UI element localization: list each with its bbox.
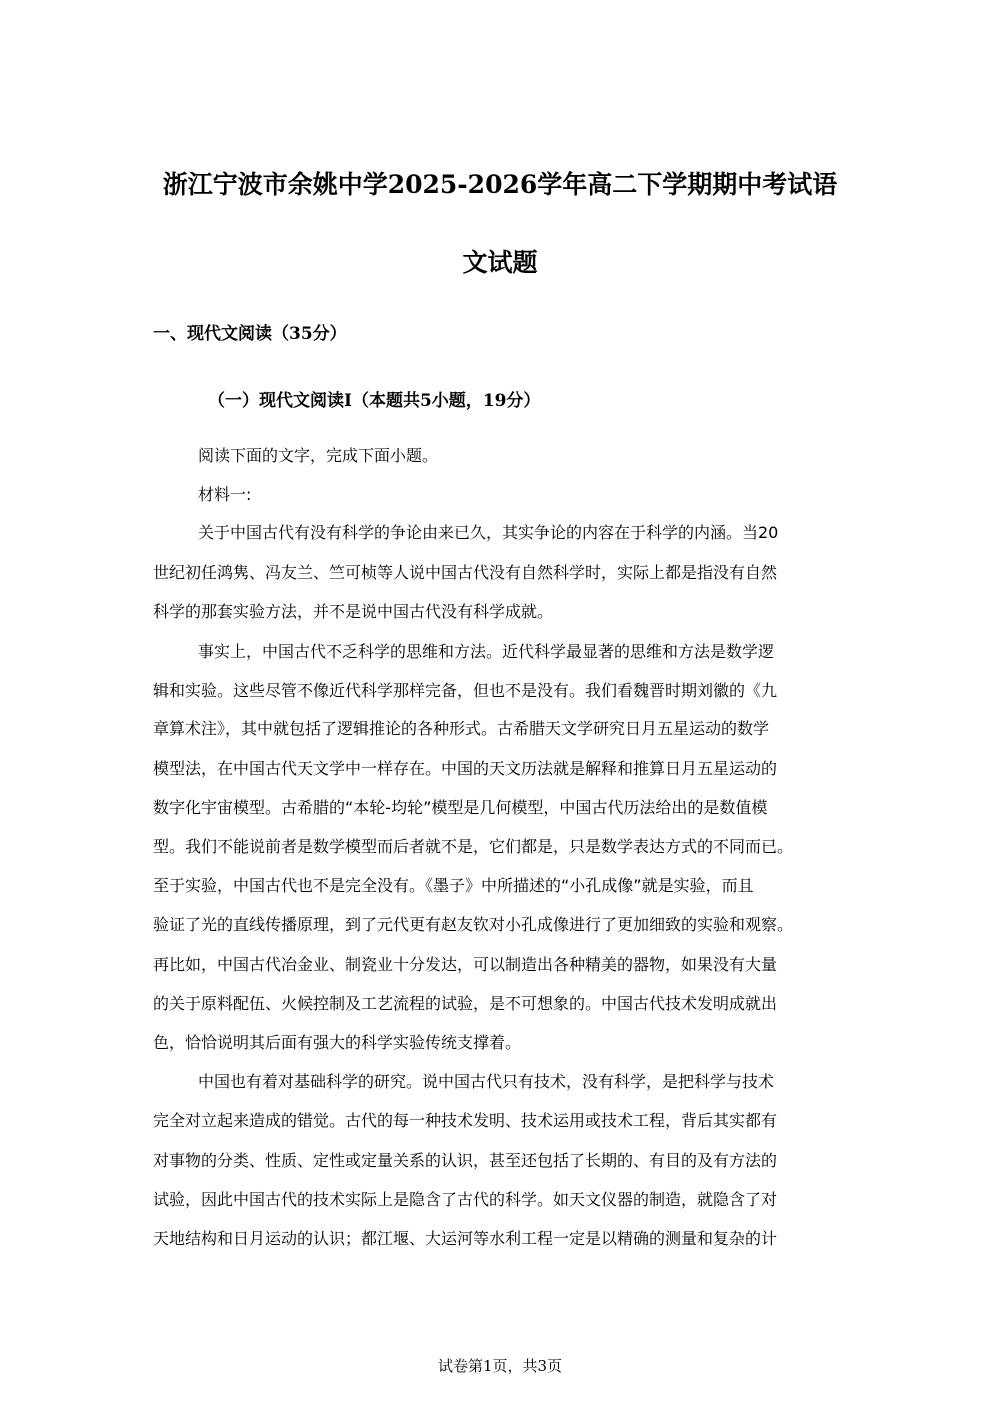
text-line: 再比如，中国古代冶金业、制瓷业十分发达，可以制造出各种精美的器物，如果没有大量: [153, 955, 778, 974]
text-line: 辑和实验。这些尽管不像近代科学那样完备，但也不是没有。我们看魏晋时期刘徽的《九: [153, 681, 778, 700]
section-heading: 一、现代文阅读（35分）: [153, 324, 347, 344]
page-footer: 试卷第1页，共3页: [437, 1357, 563, 1375]
text-line: 色，恰恰说明其后面有强大的科学实验传统支撑着。: [153, 1033, 522, 1052]
text-line: 型。我们不能说前者是数学模型而后者就不是，它们都是，只是数学表达方式的不同而已。: [153, 837, 794, 856]
text-line: 关于中国古代有没有科学的争论由来已久，其实争论的内容在于科学的内涵。当20: [198, 523, 779, 542]
text-line: 中国也有着对基础科学的研究。说中国古代只有技术，没有科学，是把科学与技术: [198, 1072, 775, 1091]
material-label: 材料一:: [198, 485, 252, 504]
text-line: 天地结构和日月运动的认识；都江堰、大运河等水利工程一定是以精确的测量和复杂的计: [153, 1229, 778, 1248]
text-line: 科学的那套实验方法，并不是说中国古代没有科学成就。: [153, 602, 554, 621]
subsection-heading: （一）现代文阅读Ⅰ（本题共5小题，19分）: [208, 391, 541, 411]
exam-title-line-1: 浙江宁波市余姚中学2025-2026学年高二下学期期中考试语: [162, 170, 838, 199]
text-line: 试验，因此中国古代的技术实际上是隐含了古代的科学。如天文仪器的制造，就隐含了对: [153, 1190, 778, 1209]
text-line: 数字化宇宙模型。古希腊的“本轮-均轮”模型是几何模型，中国古代历法给出的是数值模: [153, 798, 768, 817]
text-line: 事实上，中国古代不乏科学的思维和方法。近代科学最显著的思维和方法是数学逻: [198, 642, 775, 661]
text-line: 模型法，在中国古代天文学中一样存在。中国的天文历法就是解释和推算日月五星运动的: [153, 759, 778, 778]
text-line: 章算术注》，其中就包括了逻辑推论的各种形式。古希腊天文学研究日月五星运动的数学: [153, 719, 770, 738]
text-line: 验证了光的直线传播原理，到了元代更有赵友钦对小孔成像进行了更加细致的实验和观察。: [153, 915, 794, 934]
text-line: 完全对立起来造成的错觉。古代的每一种技术发明、技术运用或技术工程，背后其实都有: [153, 1111, 778, 1130]
text-line: 的关于原料配伍、火候控制及工艺流程的试验，是不可想象的。中国古代技术发明成就出: [153, 994, 778, 1013]
text-line: 至于实验，中国古代也不是完全没有。《墨子》中所描述的“小孔成像”就是实验，而且: [153, 876, 754, 895]
text-line: 对事物的分类、性质、定性或定量关系的认识，甚至还包括了长期的、有目的及有方法的: [153, 1151, 778, 1170]
text-line: 世纪初任鸿隽、冯友兰、竺可桢等人说中国古代没有自然科学时，实际上都是指没有自然: [153, 563, 778, 582]
instruction-text: 阅读下面的文字，完成下面小题。: [198, 446, 439, 465]
exam-title-line-2: 文试题: [462, 248, 538, 277]
